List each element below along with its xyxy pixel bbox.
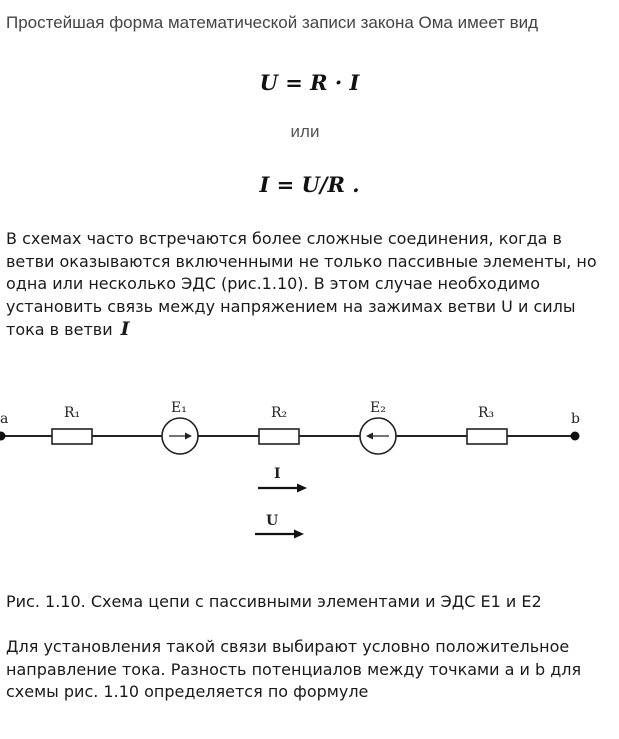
voltage-label: U (266, 513, 279, 529)
ohm-law-formula: U = R · I (259, 70, 360, 95)
emf-e2-label: E₂ (370, 400, 386, 416)
paragraph-branch-text: В схемах часто встречаются более сложные соединения, когда в ветви оказываются включенными не только пассивные элементы, но одна или несколько ЭДС (рис.1.10). В этом случае необходимо установить связь между напряжением на зажимах ветви U и силы тока в ветви (6, 229, 597, 339)
node-b-dot (571, 432, 580, 441)
paragraph-potential-difference: Для установления такой связи выбирают условно положительное направление тока. Разность потенциалов между точками a и b для схемы рис. 1.10 определяется по формуле (6, 637, 582, 701)
node-a-dot (0, 432, 6, 441)
resistor-r3 (467, 429, 507, 444)
figure-caption: Рис. 1.10. Схема цепи с пассивными элементами и ЭДС E1 и E2 (6, 592, 542, 611)
paragraph-branch-connections (6, 228, 606, 342)
circuit-diagram (0, 390, 619, 550)
node-a-label: a (0, 411, 9, 427)
current-label: I (274, 466, 281, 482)
resistor-r2-label: R₂ (271, 405, 288, 421)
resistor-r1-label: R₁ (64, 405, 81, 421)
resistor-r2 (259, 429, 299, 444)
ohm-law-current-formula: I = U/R . (259, 172, 360, 197)
node-b-label: b (571, 411, 580, 427)
intro-text: Простейшая форма математической записи закона Ома имеет вид (6, 13, 539, 32)
current-arrowhead (297, 484, 307, 493)
emf-e1-label: E₁ (171, 400, 187, 416)
resistor-r3-label: R₃ (478, 405, 495, 421)
current-symbol: I (120, 318, 130, 340)
voltage-arrowhead (294, 530, 304, 539)
resistor-r1 (52, 429, 92, 444)
or-text: или (290, 122, 320, 141)
